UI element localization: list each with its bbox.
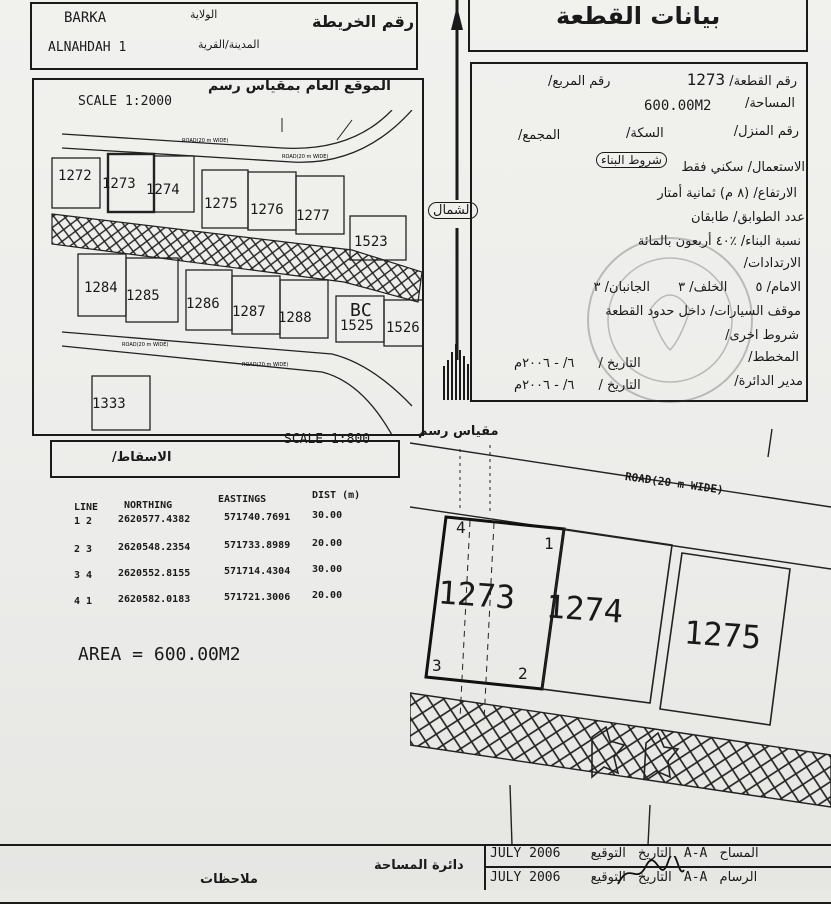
house-number-label: رقم المنزل/ [733, 124, 799, 139]
village-value: ALNAHDAH 1 [48, 40, 127, 55]
village-label: المدينة/القرية [198, 38, 260, 51]
loc-plot-label: 1526 [386, 320, 420, 336]
usage-row [681, 160, 805, 175]
road-label-bottom: ROAD(20 m WIDE) [122, 342, 169, 348]
wilayat-value: BARKA [64, 10, 107, 26]
footer-date-label-2: التاريخ [638, 870, 672, 885]
loc-plot-label: 1287 [232, 304, 266, 320]
department-manager-label: مدير الدائرة/ [734, 374, 803, 389]
plot-number-row [687, 70, 797, 89]
date-label-1: التاريخ / [598, 356, 641, 371]
coverage-label: نسبة البناء/ [740, 234, 801, 249]
setback-front: الامام/ ٥ [755, 280, 801, 295]
location-map-drawing [32, 110, 424, 435]
detail-plot-label: 1274 [544, 587, 625, 631]
height-row [657, 186, 797, 201]
footer-surveyor-label: المساح [719, 846, 759, 861]
floors-label: عدد الطوابق/ [733, 210, 805, 225]
square-number-label: رقم المربع/ [548, 74, 611, 89]
area-label: المساحة/ [744, 96, 795, 111]
loc-plot-label: 1285 [126, 288, 160, 304]
floors-value: طابقان [690, 210, 729, 225]
map-number-label: رقم الخريطة [312, 12, 415, 31]
signature-scribble [616, 856, 686, 890]
coverage-value: ٪٤٠ أربعون بالمائة [637, 234, 737, 249]
floors-row [691, 210, 805, 225]
road-label-bottom-2: ROAD(20 m WIDE) [242, 362, 289, 368]
col-line: LINE [74, 502, 99, 513]
loc-plot-label: 1272 [58, 168, 92, 184]
loc-plot-label: 1274 [146, 182, 180, 198]
height-value: (٨ م) ثمانية أمتار [657, 186, 750, 201]
area-value: 600.00M2 [644, 98, 712, 114]
corner-label: 4 [456, 518, 466, 537]
footer-date-1: JULY 2006 [490, 846, 561, 861]
loc-plot-label: 1288 [278, 310, 312, 326]
setback-back: الخلف/ ٣ [678, 280, 728, 295]
footer-code-2: A-A [683, 870, 708, 885]
loc-plot-label: 1277 [296, 208, 330, 224]
footer-date-label-1: التاريخ [638, 846, 672, 861]
footer-signature-label-2: التوقيع [590, 870, 626, 885]
corner-label: 2 [518, 664, 528, 683]
usage-value: سكني فقط [681, 160, 744, 175]
footer-signature-label-1: التوقيع [590, 846, 626, 861]
detail-plot-label: 1275 [682, 613, 763, 657]
setback-sides: الجانبان/ ٣ [593, 280, 650, 295]
plot-number-label: رقم القطعة/ [725, 74, 797, 89]
date-label-2: التاريخ / [598, 378, 641, 393]
date-value-2: ٦/ - ٢٠٠٦م [514, 378, 575, 393]
detail-map-drawing [410, 425, 831, 845]
survey-dept-label: دائرة المساحة [374, 858, 464, 873]
setbacks-label: الارتدادات/ [743, 256, 801, 271]
col-eastings: EASTINGS [218, 494, 267, 505]
official-stamp [580, 230, 760, 410]
complex-label: المجمع/ [518, 128, 561, 143]
footer-date-2: JULY 2006 [490, 870, 561, 885]
loc-plot-label: 1275 [204, 196, 238, 212]
corner-label: 1 [544, 534, 554, 553]
col-northing: NORTHING [124, 500, 173, 511]
usage-label: الاستعمال/ [747, 160, 805, 175]
road-label-detail: ROAD(20 m WIDE) [624, 470, 725, 497]
survey-sheet: BARKA الولاية ALNAHDAH 1 المدينة/القرية رقم الخريطة بيانات القطعة الشمال رقم القطعة/ 1273 رقم المربع/ المساحة/ 600.00M2 رقم المنزل/ السكة/ المجمع/ شروط البناء الاستعمال/ سكني فقط الارتفاع/ (٨ م) ثمانية أمتار عدد الطوابق/ طابقان نسبة البناء/ ٪٤٠ أربعون بالمائة الارتدادات/ الامام/ ٥ الخلف/ ٣ الجانبان/ ٣ موقف السيارات/ داخل حدود القطعة شروط اخرى/ المخطط/ مدير الدائرة/ التاريخ / ٦/ - ٢٠٠٦م التاريخ / ٦/ - ٢٠٠٦م SCALE 1:2000 الموقع العام بمقياس رسم ROAD(20 m WIDE) ROAD(20 m WIDE) ROAD(20 m WIDE) ROAD(20 m WIDE) 1272 1273 1274 1275 1276 1277 1523 1284 1285 1286 1287 1288 1525 1526 1333 BC الاسقاط/ SCALE 1:800 مقياس رسم LINE NORTHING EASTINGS DIST (m) 1 2 2620577.4382 571740.7691 30.00 2 3 2620548.2354 571733.8989 20.00 3 4 2620552.8155 571714.4304 30.00 4 1 2620582.0183 571721.3006 20.00 AREA = 600.00M2 ROAD(20 m WIDE) 1273 1274 1275 4 1 2 3 ملاحظات دائرة المساحة JULY 2006 التاريخ التوقيع A-A المساح JULY 2006 التاريخ التوقيع A-A الرسام [0, 0, 831, 890]
road-label-top-2: ROAD(20 m WIDE) [282, 154, 329, 160]
detail-scale-label: مقياس رسم [418, 424, 499, 439]
loc-annotation: BC [350, 300, 372, 321]
corner-label: 3 [432, 656, 442, 675]
loc-plot-label: 1276 [250, 202, 284, 218]
street-label: السكة/ [626, 126, 664, 141]
notes-label: ملاحظات [200, 872, 258, 887]
coordinates-title: الاسقاط/ [112, 450, 172, 465]
col-dist: DIST (m) [312, 490, 361, 501]
plan-label: المخطط/ [748, 350, 799, 365]
parking-label: موقف السيارات/ [709, 304, 801, 319]
north-label: الشمال [428, 202, 478, 219]
loc-plot-label: 1333 [92, 396, 126, 412]
building-conditions-label: شروط البناء [596, 152, 667, 168]
wilayat-label: الولاية [190, 8, 218, 21]
loc-plot-label: 1284 [84, 280, 118, 296]
date-value-1: ٦/ - ٢٠٠٦م [514, 356, 575, 371]
plot-number-value: 1273 [686, 70, 726, 89]
location-map-title: الموقع العام بمقياس رسم [208, 78, 391, 94]
footer-code-1: A-A [683, 846, 708, 861]
area-summary: AREA = 600.00M2 [78, 644, 241, 665]
parking-value: داخل حدود القطعة [605, 304, 706, 319]
height-label: الارتفاع/ [753, 186, 797, 201]
footer-draftsman-label: الرسام [719, 870, 758, 885]
loc-plot-label: 1286 [186, 296, 220, 312]
other-conditions-label: شروط اخرى/ [725, 328, 799, 343]
detail-scale: SCALE 1:800 [284, 432, 371, 447]
loc-plot-label: 1273 [102, 176, 136, 192]
location-map-scale: SCALE 1:2000 [78, 94, 172, 109]
loc-plot-label: 1525 [340, 318, 374, 334]
detail-plot-label: 1273 [436, 573, 517, 617]
road-label-top: ROAD(20 m WIDE) [182, 138, 229, 144]
loc-plot-label: 1523 [354, 234, 388, 250]
plot-data-title: بيانات القطعة [556, 2, 721, 30]
